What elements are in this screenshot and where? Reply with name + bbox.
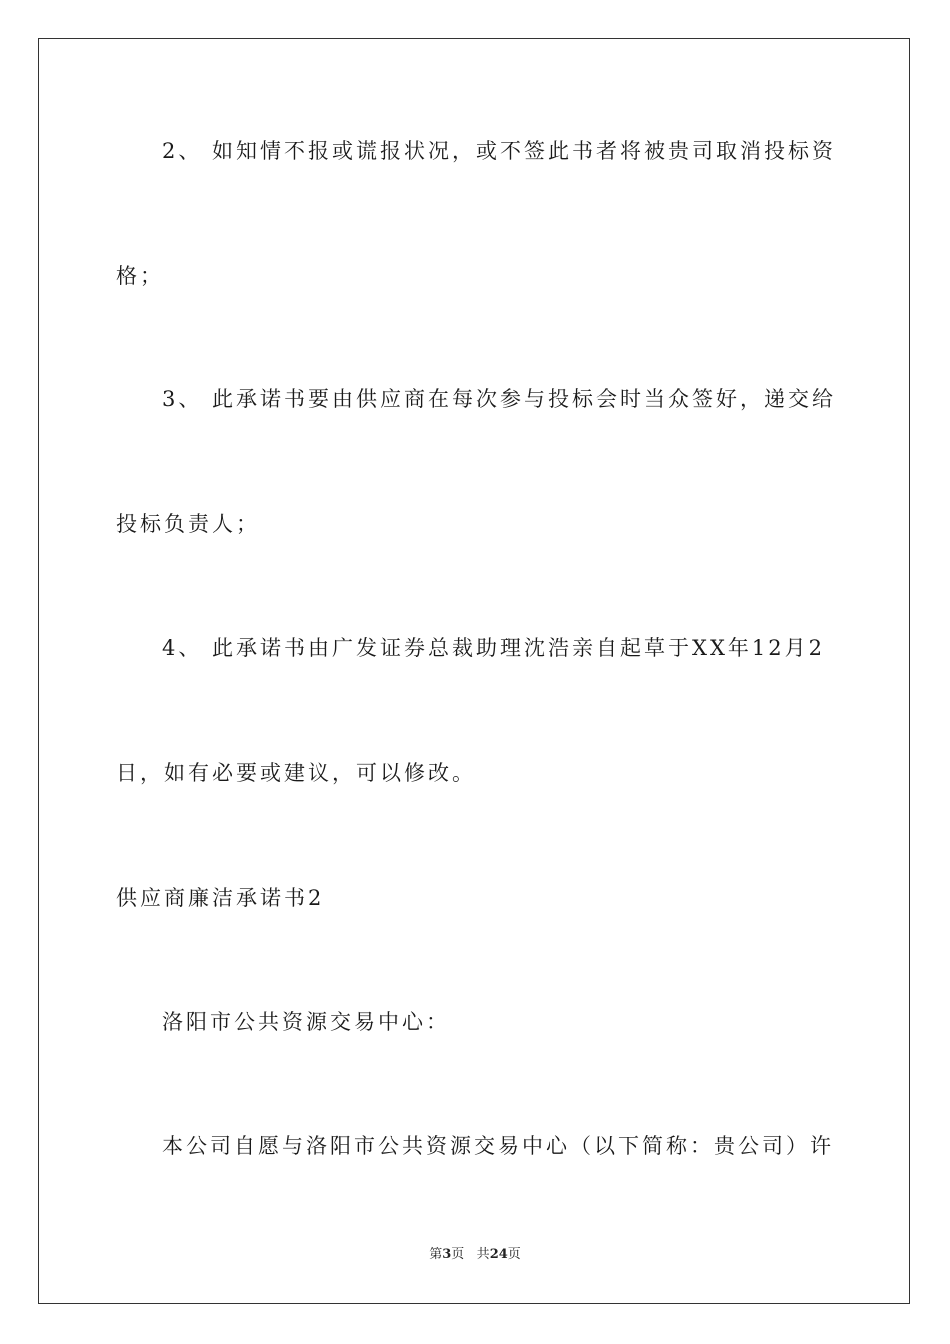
- footer-page-number: 3: [442, 1247, 452, 1262]
- paragraph-line: 本公司自愿与洛阳市公共资源交易中心（以下简称：贵公司）许: [162, 1134, 834, 1158]
- paragraph-line: 格；: [116, 264, 164, 288]
- footer-page-prefix: 第: [429, 1247, 443, 1262]
- salutation-line: 洛阳市公共资源交易中心：: [162, 1010, 450, 1034]
- paragraph-line: 2、 如知情不报或谎报状况，或不签此书者将被贵司取消投标资: [162, 139, 837, 163]
- footer-total-prefix: 共: [476, 1247, 490, 1262]
- page-frame: [38, 38, 910, 1304]
- page-footer: [0, 1246, 950, 1264]
- paragraph-line: 投标负责人；: [116, 512, 260, 536]
- footer-page-suffix: 页: [451, 1247, 465, 1262]
- paragraph-line: 4、 此承诺书由广发证券总裁助理沈浩亲自起草于XX年12月2: [162, 636, 826, 660]
- paragraph-line: 3、 此承诺书要由供应商在每次参与投标会时当众签好，递交给: [162, 387, 837, 411]
- section-heading: 供应商廉洁承诺书2: [116, 886, 325, 910]
- footer-total-pages: 24: [489, 1247, 508, 1262]
- paragraph-line: 日，如有必要或建议，可以修改。: [116, 761, 476, 785]
- footer-total-suffix: 页: [507, 1247, 521, 1262]
